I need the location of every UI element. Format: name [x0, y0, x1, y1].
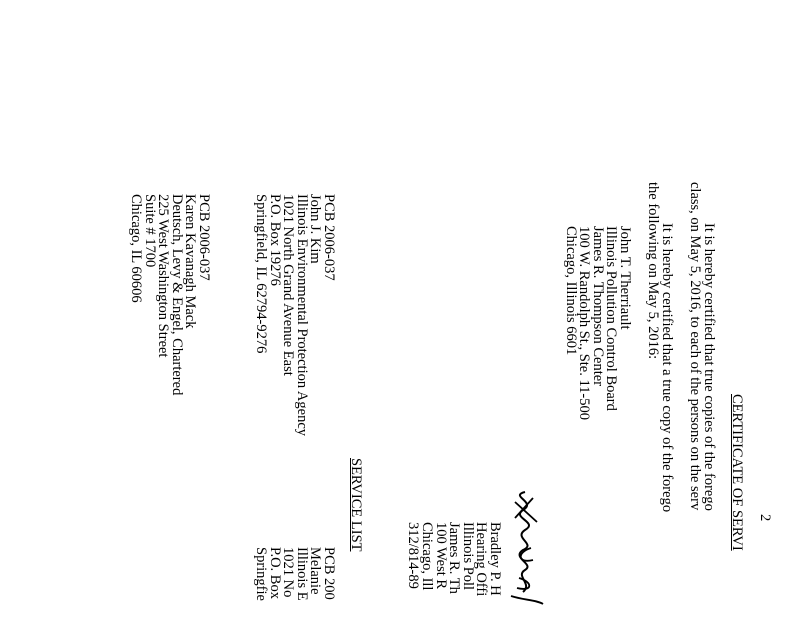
signature-icon	[503, 488, 547, 608]
service-list-entry-right: PCB 200 Melanie Illinois E 1021 No P.O. Box Springfie	[253, 547, 337, 601]
hearing-officer-signature-block: Bradley P. H Hearing Offi Illinois Poll James R. Th 100 West R Chicago, Ill 312/814-89	[405, 522, 503, 597]
certification-paragraph-1: It is hereby certified that true copies of the forego	[701, 223, 717, 511]
service-list-entry-1: PCB 2006-037 John J. Kim Illinois Environmental Protection Agency 1021 North Grand Avenue East P.O. Box 19276 Springfield, IL 62794-9276	[253, 194, 337, 437]
certification-paragraph-2-line-2: the following on May 5, 2016:	[645, 182, 661, 360]
certification-paragraph-2: It is hereby certified that a true copy of the forego	[659, 223, 675, 513]
certificate-heading: CERTIFICATE OF SERVI	[729, 394, 745, 551]
recipient-address: John T. Therriault Illinois Pollution Control Board James R. Thompson Center 100 W. Randolph St., Ste. 11-500 Chicago, Illinois 6601	[562, 226, 633, 421]
page-number: 2	[757, 514, 773, 522]
certification-paragraph-1-line-2: class, on May 5, 2016, to each of the persons on the serv	[687, 182, 703, 511]
service-list-entry-2: PCB 2006-037 Karen Kavanagh Mack Deutsch, Levy & Engel, Chartered 225 West Washington Street Suite # 1700 Chicago, IL 60606	[128, 194, 212, 396]
service-list-title: SERVICE LIST	[348, 458, 364, 552]
